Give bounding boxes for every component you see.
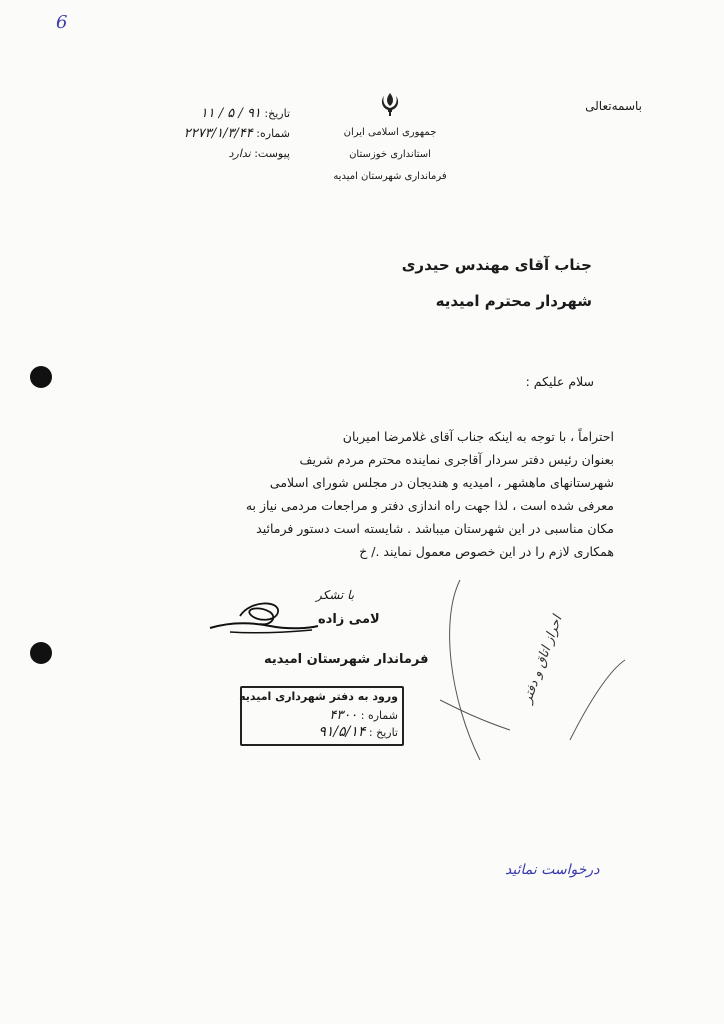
issuer-line-3: فرمانداری شهرستان امیدیه (333, 171, 447, 182)
stamp-number-row (329, 708, 398, 723)
signer-name: لامی زاده (318, 612, 380, 627)
margin-note-1: احراز اتاق و دفتر (520, 613, 566, 706)
stamp-heading: ورود به دفتر شهرداری امیدیه (239, 690, 398, 703)
body-line-6: همکاری لازم را در این خصوص معمول نمایند ./ خ (359, 544, 614, 559)
iran-emblem-icon (376, 90, 404, 118)
greeting: سلام علیکم : (525, 374, 594, 389)
body-line-5: مکان مناسبی در این شهرستان میباشد . شایسته است دستور فرمائید (256, 521, 614, 536)
reference-block (160, 104, 290, 164)
margin-note-2: درخواست نمائید (505, 862, 600, 878)
number-value: ۲۲۷۳/۱/۳/۴۴ (183, 126, 253, 141)
stamp-date-row (318, 724, 398, 740)
body-line-3: شهرستانهای ماهشهر ، امیدیه و هندیجان در مجلس شورای اسلامی (269, 475, 614, 490)
body-line-4: معرفی شده است ، لذا جهت راه اندازی دفتر و مراجعات مردمی نیاز به (245, 498, 614, 513)
number-label: شماره: (256, 127, 290, 140)
stamp-number-label: شماره : (360, 709, 398, 722)
punch-hole-top (30, 366, 52, 388)
number-row (160, 124, 290, 144)
receipt-stamp (240, 686, 404, 746)
date-row (160, 104, 290, 124)
addressee-line-2: شهردار محترم امیدیه (435, 292, 592, 310)
punch-hole-bottom (30, 642, 52, 664)
attachment-value: ندارد (228, 147, 251, 160)
signer-title: فرماندار شهرستان امیدیه (264, 652, 429, 667)
addressee-line-1: جناب آقای مهندس حیدری (401, 256, 592, 274)
issuer-line-1: جمهوری اسلامی ایران (343, 127, 437, 138)
date-label: تاریخ: (264, 107, 290, 120)
signature-scribble (200, 592, 320, 642)
attachment-label: پیوست: (254, 147, 290, 160)
closing: با تشکر (316, 588, 355, 602)
body-line-2: بعنوان رئیس دفتر سردار آقاجری نماینده محترم مردم شریف (299, 452, 614, 467)
letter-body (194, 425, 614, 563)
date-value: ۹۱ / ۵ / ۱۱ (200, 106, 261, 121)
issuer-line-2: استانداری خوزستان (349, 149, 431, 160)
bismillah: باسمه‌تعالی (585, 99, 642, 113)
stamp-date-label: تاریخ : (368, 726, 398, 739)
attachment-row (160, 144, 290, 164)
issuer-block (330, 122, 450, 188)
stamp-date-value: ۹۱/۵/۱۴ (318, 724, 366, 740)
corner-mark: 6 (56, 12, 68, 33)
stamp-number-value: ۴۳۰۰ (329, 708, 358, 723)
body-line-1: احتراماً ، با توجه به اینکه جناب آقای غلامرضا امیربان (342, 429, 614, 444)
